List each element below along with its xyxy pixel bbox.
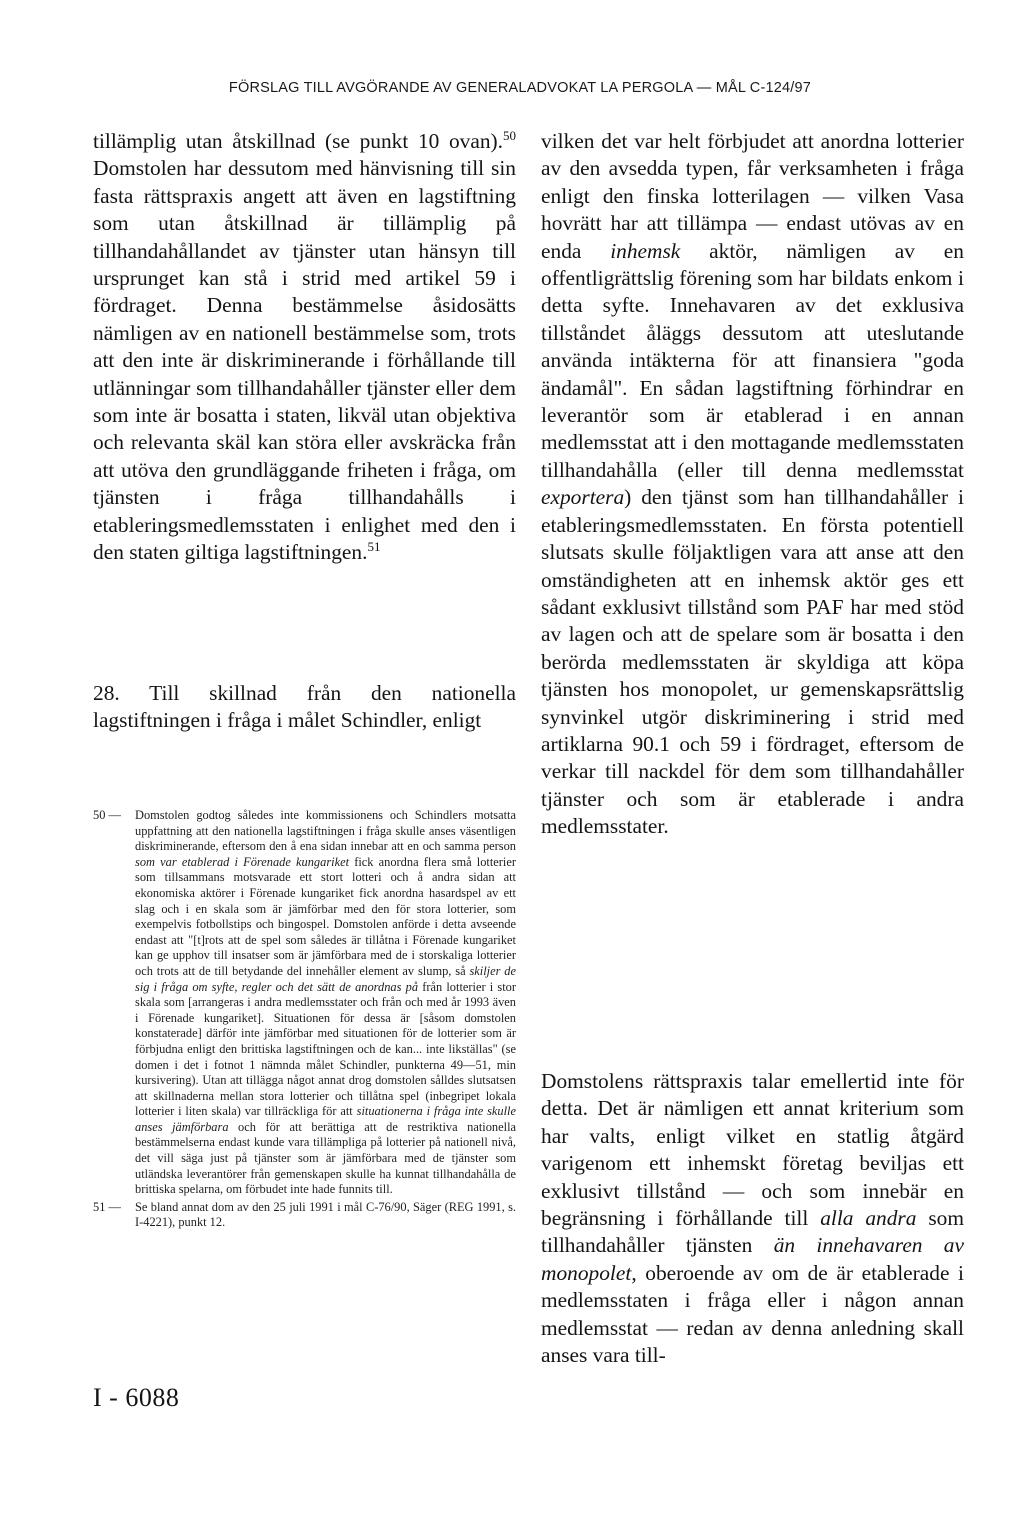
page-number: I - 6088 [93, 1383, 180, 1412]
footnote-text-a: Domstolen godtog således inte kommissionens och Schindlers motsatta uppfattning att den nationella lagstiftningen i fråga skulle anses väsentligen diskriminerande, eftersom den å ena sidan innebar att en och samma person [135, 808, 516, 854]
footnote-text [135, 808, 516, 1198]
footnote-text-c: från lotterier i stor skala som [arrangeras i andra medlemsstater och från och med år 1993 även i Förenade kungariket]. Situationen för dessa är [såsom domstolen konstaterade] därför inte jämförbar med situationen för de lotterier som är förbjudna enligt den brittiska lagstiftningen och de kan... inte likställas" (se domen i det i fotnot 1 nämnda målet Schindler, punkterna 49—51, min kursivering). Utan att tillägga något annat drog domstolen sålldes slutsatsen att skillnaderna mellan stora lotterier och tillåtna spel (inbegripet lokala lotterier i liten skala) var tillräckliga för att [135, 979, 516, 1119]
paragraph-continuation [93, 128, 516, 567]
left-column [93, 128, 516, 567]
paragraph-28-text: Till skillnad från den nationella lagstiftningen i fråga i målet Schindler, enligt [93, 681, 516, 733]
footnote-number: 50 — [93, 808, 121, 822]
running-header: FÖRSLAG TILL AVGÖRANDE AV GENERALADVOKAT LA PERGOLA — MÅL C-124/97 [228, 80, 812, 96]
right-italic-2: exportera [541, 485, 625, 510]
footnote-italic-3: situationerna i fråga inte skulle anses jämförbara [135, 1104, 516, 1134]
right-italic-1: inhemsk [610, 238, 681, 263]
right-lower-text-b: som tillhandahåller tjänsten [541, 1206, 964, 1258]
footnote-50 [93, 808, 516, 1198]
footnotes [93, 808, 516, 1231]
footnote-number: 51 — [93, 1199, 121, 1214]
footnote-ref-51[interactable]: 51 [367, 539, 381, 555]
right-lower-text-a: Domstolens rättspraxis talar emellertid inte för detta. Det är nämligen ett annat kriterium som har valts, enligt vilket en statlig åtgärd varigenom ett inhemskt företag beviljas ett exklusivt tillstånd — och som innebär en begränsning i förhållande till [541, 1069, 964, 1231]
right-lower-italic-1: alla andra [820, 1206, 917, 1231]
right-column [541, 128, 964, 841]
right-lower-italic-2: än innehavaren av monopolet [541, 1233, 964, 1285]
para-text-part1: tillämplig utan åtskillnad (se punkt 10 ovan). [93, 129, 503, 153]
para-text-part2: Domstolen har dessutom med hänvisning till sin fasta rättspraxis angett att även en lagstiftning som utan åtskillnad är tillämplig på tillhandahållandet av tjänster utan hänsyn till ursprunget kan stå i strid med artikel 59 i fördraget. Denna bestämmelse åsidosätts nämligen av en nationell bestämmelse som, trots att den inte är diskriminerande i förhållande till utlänningar som tillhandahåller tjänster eller dem som inte är bosatta i staten, likväl utan objektiva och relevanta skäl kan störa eller avskräcka från att utöva den grundläggande friheten i fråga, om tjänsten i fråga tillhandahålls i etableringsmedlemsstaten i enlighet med den i den staten giltiga lagstiftningen. [93, 156, 516, 565]
footnote-text-d: och för att berättiga att de restriktiva nationella bestämmelserna endast kunde vara tillämpliga på lotterier på nationell nivå, det vill säga just på tjänster som är jämförbara med de tjänster som utländska leverantörer från gemenskapen skulle ha kunnat tillhandahålla de brittiska spelarna, om förbudet inte hade funnits till. [135, 1119, 517, 1197]
footnote-ref-50[interactable]: 50 [503, 128, 516, 143]
right-column-lower [541, 1068, 964, 1369]
right-text-c: ) den tjänst som han tillhandahåller i etableringsmedlemsstaten. En första potentiell slutsats skulle följaktligen vara att anse att den omständigheten att en inhemsk aktör ges ett sådant exklusivt tillstånd som PAF har med stöd av lagen och att de spelare som är bosatta i den berörda medlemsstaten är skyldiga att köpa tjänsten hos monopolet, ur gemenskapsrättslig synvinkel utgör diskriminering i strid med artiklarna 90.1 och 59 i fördraget, eftersom de verkar till nackdel för dem som tillhandahåller tjänster och som är etablerade i andra medlemsstater. [541, 485, 964, 839]
right-lower-paragraph [541, 1068, 964, 1369]
footnote-text-b: fick anordna flera små lotterier som tillsammans motsvarade ett stort lotteri och å andra sidan att ekonomiska aktörer i Förenade kungariket fick anordna hasardspel av ett slag och i en skala som är jämförbar med den för stora lotterier, som exempelvis fotbollstips och bingospel. Domstolen anförde i detta avseende endast att "[t]rots att de spel som således är tillåtna i Förenade kungariket kan ge upphov till insatser som är jämförbara med de i storskaliga lotterier och trots att de till betydande del innehåller element av slump, så [135, 854, 516, 978]
paragraph-28 [93, 680, 516, 735]
footnote-text: Se bland annat dom av den 25 juli 1991 i mål C-76/90, Säger (REG 1991, s. I-4221), punkt 12. [135, 1199, 516, 1230]
right-lower-text-c: , oberoende av om de är etablerade i medlemsstaten i fråga eller i någon annan medlemsstat — redan av denna anledning skall anses vara till- [541, 1260, 964, 1368]
footnote-51 [93, 1200, 516, 1231]
paragraph-number: 28. [93, 681, 120, 705]
footnote-italic-2: skiljer de sig i fråga om syfte, regler och det sätt de anordnas på [135, 963, 516, 994]
right-text-a: vilken det var helt förbjudet att anordna lotterier av den avsedda typen, får verksamheten i fråga enligt den finska lotterilagen — vilken Vasa hovrätt har att tillämpa — endast utövas av en enda [541, 129, 964, 263]
right-text-b: aktör, nämligen av en offentligrättslig förening som har bildats enkom i detta syfte. Innehavaren av det exklusiva tillståndet åläggs dessutom att uteslutande använda intäkterna för att finansiera "goda ändamål". En sådan lagstiftning förhindrar en leverantör som är etablerad i en annan medlemsstat att i den mottagande medlemsstaten tillhandahålla (eller till denna medlemsstat [541, 238, 964, 482]
right-paragraph [541, 128, 964, 841]
footnote-italic-1: som var etablerad i Förenade kungariket [135, 854, 350, 869]
